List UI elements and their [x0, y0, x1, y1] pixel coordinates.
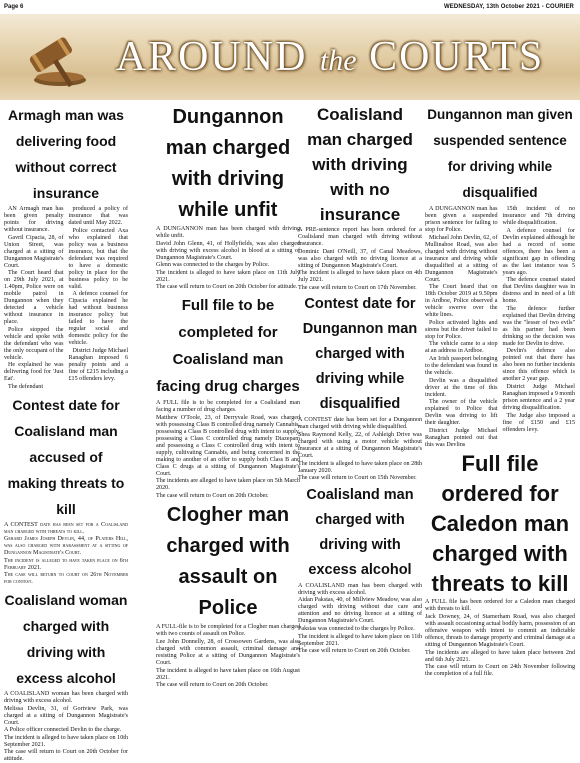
paragraph: The defence counsel stated that Devlins daughter was in distress and in need of a lift home. — [502, 277, 575, 305]
paragraph: AN Armagh man has been given penalty points for driving without insurance. — [4, 206, 64, 233]
paragraph: The incident is alleged to have taken place on 16th August 2021. — [156, 667, 300, 681]
paragraph: A defence counsel for Cipacia explained he had without business insurance policy but failed to have the regular social and domestic policy for the vehicle. — [68, 291, 128, 347]
paragraph: produced a policy of insurance that was dated until May 2022. — [68, 206, 128, 226]
article-body — [425, 206, 575, 449]
paragraph: 15th incident of no insurance and 7th driving while disqualification. — [502, 206, 575, 226]
article-headline: Clogher man charged with assault on Police — [166, 504, 290, 620]
article-headline: Dungannon man charged with driving while unfit — [165, 106, 291, 221]
paragraph: The incident is alleged to have taken place on 6th February 2021. — [4, 557, 128, 571]
paragraph: The incident is alleged to have taken place on 11th September 2021. — [298, 633, 422, 647]
paragraph: The case will return to Court on 20th October for attitude. — [4, 749, 128, 763]
banner-title-part1: AROUND — [115, 34, 320, 80]
paragraph: The Judge also imposed a fine of £150 and £15 offenders levy. — [502, 412, 575, 433]
article-body — [4, 206, 128, 392]
paragraph: Dominic Dani O'Neill, 37, of Canal Meadows, was also charged with no driving licence at a sitting of Dungannon Magistrate's Court. — [298, 248, 422, 269]
paragraph: A FULL-file is to be completed for a Clogher man charged with two counts of assault on Police. — [156, 624, 300, 638]
paragraph: Gerard James Joseph Devlin, 44, of Platers Hill, was also charged with harassment at a sitting of Dungannon Magistrate's Court. — [4, 536, 128, 557]
article-body-right — [69, 206, 129, 392]
paragraph: Matthew O'Toole, 23, of Derryvale Road, was charged with possessing Class B controlled drug namely Cannabis, possessing a Class B controlled drug with intent to supply, possessing a Class C controlled drug namely Diazepam and possessing a Class C controlled drug with intent to supply, cultivating Cannabis, and being concerned in the making to another of an offer to supply both Class B and Class C drugs at a sitting of Dungannon Magistrate's Court. — [156, 414, 300, 477]
paragraph: Devlin's defence also pointed out that there has also been no further incidents since this offence which is another 2 year gap. — [502, 348, 575, 383]
paragraph: The case will return to Court on 17th November. — [298, 284, 417, 291]
article-body-left — [425, 206, 498, 449]
paragraph: A DUNGANNON man has been given a suspended prison sentence for failing to stop for Police. — [425, 206, 498, 233]
paragraph: A FULL file has been ordered for a Caledon man charged with threats to kill. — [425, 599, 575, 613]
paragraph: A CONTEST date has been set for a Coalisland man charged with threats to kill. — [4, 521, 128, 535]
paragraph: The case will return to Court on 20th October. — [298, 648, 411, 655]
article-headline: Coalisland man charged with driving with no insurance — [307, 105, 413, 224]
column-4 — [425, 102, 575, 737]
banner-title-the: the — [319, 44, 357, 77]
paragraph: A FULL file is to be completed for a Coalisland man facing a number of drug charges. — [156, 399, 300, 413]
paragraph: The case will return to Court on 20th October. — [156, 492, 269, 499]
article-body-right — [503, 206, 576, 449]
paragraph: Glenn was connected to the charges by Police. — [156, 262, 270, 269]
paragraph: A CONTEST date has been set for a Dungannon man charged with driving while disqualified. — [298, 417, 422, 431]
paragraph: District Judge Michael Ranaghan pointed out that this was Devlins — [425, 427, 498, 448]
paragraph: He explained he was delivering food for 'Just Eat'. — [4, 362, 64, 383]
column-3 — [298, 102, 422, 737]
paragraph: Police contacted Axa who explained that policy was a business insurance, but that the defendant was required to have a domestic policy in place for the business policy to be valid. — [68, 227, 128, 290]
paragraph: Devlin was a disqualified driver at the time of this incident. — [425, 377, 498, 398]
article-headline: Armagh man was delivering food without correct insurance — [8, 107, 124, 201]
section-banner — [0, 14, 580, 100]
issue-date: WEDNESDAY, 13th October 2021 - COURIER — [444, 4, 574, 10]
article-headline: Contest date for Coalisland man accused of making threats to kill — [7, 396, 125, 517]
article-body-left — [4, 206, 64, 392]
banner-title — [80, 18, 580, 96]
paragraph: A PRE-sentence report has been ordered for a Coalisland man charged with driving without insurance. — [298, 227, 422, 247]
paragraph: An Irish passport belonging to the defendant was found in the vehicle. — [425, 355, 498, 376]
paragraph: The case will return to Court on 15th November. — [298, 475, 417, 482]
paragraph: Lee John Donnelly, 28, of Crossowen Gardens, was also charged with common assault, criminal damage and resisting Police at a sitting of Dungannon Magistrate's Court. — [156, 638, 300, 666]
paragraph: Jack Downey, 24, of Stamerham Road, was also charged with assault occasioning actual bodily harm, possession of an offensive weapon with intent to commit an indictable offence, threats to damage property and criminal damage at a sitting of Dungannon Magistrate's Court. — [425, 613, 575, 648]
banner-title-part2: COURTS — [356, 34, 545, 80]
paragraph: The incident is alleged to have taken place on 10th September 2021. — [4, 734, 128, 748]
paragraph: A COALISLAND man has been charged with driving with excess alcohol. — [298, 582, 422, 596]
paragraph: The Court heard that on 29th July 2021, at 1.40pm, Police were on mobile patrol in Dungannon when they detected a vehicle without insurance in place. — [4, 270, 64, 326]
paragraph: The case will return to Court on 20th October. — [156, 682, 269, 689]
paragraph: A defence counsel for Devlin explained although he had a record of some offences, there has been a significant gap in offending as the last instance was 5 years ago. — [502, 227, 575, 276]
paragraph: The case will return to Court on 20th October for attitude. — [156, 284, 298, 291]
paragraph: Gavril Cipacia, 28, of Union Street, was charged at a sitting of Dungannon Magistrate's Court. — [4, 234, 64, 269]
article-headline: Coalisland woman charged with driving with excess alcohol — [4, 591, 128, 686]
paragraph: The incidents are alleged to have taken place on 5th March 2020. — [156, 478, 300, 492]
article-headline: Contest date for Dungannon man charged with driving while disqualified — [302, 296, 418, 413]
page-number: Page 6 — [4, 4, 24, 10]
paragraph: The case will return to court on 26th November for contest. — [4, 572, 128, 586]
paragraph: The incident is alleged to have taken place on 4th July 2021. — [298, 270, 422, 284]
paragraph: The incidents are alleged to have taken place between 2nd and 6th July 2021. — [425, 649, 575, 663]
column-2 — [156, 102, 300, 737]
paragraph: Shea Raymond Kelly, 22, of Ashleigh Drive was charged with using a motor vehicle without insurance at a sitting of Dungannon Magistrate's Court. — [298, 431, 422, 459]
article-headline: Full file to be completed for Coalisland man facing drug charges — [156, 296, 300, 395]
paragraph: The case will return to Court on 24th November following the completion of a full file. — [425, 664, 575, 678]
paragraph: District Judge Michael Ranaghan imposed a 9 month prison sentence and a 2 year driving disqualification. — [502, 383, 575, 411]
paragraph: The Court heard that on 18th October 2019 at 9.50pm in Ardboe, Police observed a vehicle swerve over the white lines. — [425, 284, 498, 319]
paragraph: Police stopped the vehicle and spoke with the defendant who was the only occupant of the vehicle. — [4, 326, 64, 361]
paragraph: The owner of the vehicle explained to Police that Devlin was driving to lift their daughter. — [425, 399, 498, 427]
paragraph: A Police officer connected Devlin to the charge. — [4, 727, 122, 734]
paragraph: The defendant — [8, 383, 44, 390]
paragraph: Melissa Devlin, 31, of Gortview Park, was charged at a sitting of Dungannon Magistrate's Court. — [4, 705, 128, 726]
paragraph: District Judge Michael Ranaghan imposed 6 penalty points and a fine of £215 including a £15 offenders levy. — [68, 347, 129, 382]
paragraph: A DUNGANNON man has been charged with driving while unfit. — [156, 226, 300, 239]
article-headline: Full file ordered for Caledon man charged with threats to kill — [430, 451, 570, 597]
paragraph: Pakstas was connected to the charges by Police. — [298, 625, 415, 632]
paragraph: A COALISLAND woman has been charged with driving with excess alcohol. — [4, 690, 128, 704]
paragraph: The incident is alleged to have taken place on 11th July 2021. — [156, 269, 300, 283]
paragraph: The incident is alleged to have taken place on 28th January 2020. — [298, 460, 422, 474]
paragraph: Police activated lights and sirens but the driver failed to stop for Police. — [425, 319, 498, 340]
article-headline: Dungannon man given suspended sentence for driving while disqualified — [427, 107, 573, 200]
paragraph: David John Glenn, 41, of Hollyfields, was also charged with driving with excess alcohol in blood at a sitting of Dungannon Magistrate's Court. — [156, 240, 300, 261]
paragraph: Michael John Devlin, 62, of Mullinahoe Road, was also charged with driving without insurance and driving while disqualified at a sitting of Dungannon Magistrate's Court. — [425, 234, 498, 283]
column-1 — [4, 102, 129, 763]
article-headline: Coalisland man charged with driving with excess alcohol — [306, 486, 414, 578]
paragraph: The vehicle came to a stop at an address in Ardboe. — [425, 341, 498, 355]
paragraph: The defence further explained that Devlin driving was the "lesser of two evils" as his partner had been drinking so the decision was made for Devlin to drive. — [502, 305, 575, 347]
paragraph: Aidan Pakstas, 40, of Millview Meadow, was also charged with driving without due care and attention and no driving licence at a sitting of Dungannon Magistrate's Court. — [298, 597, 422, 625]
